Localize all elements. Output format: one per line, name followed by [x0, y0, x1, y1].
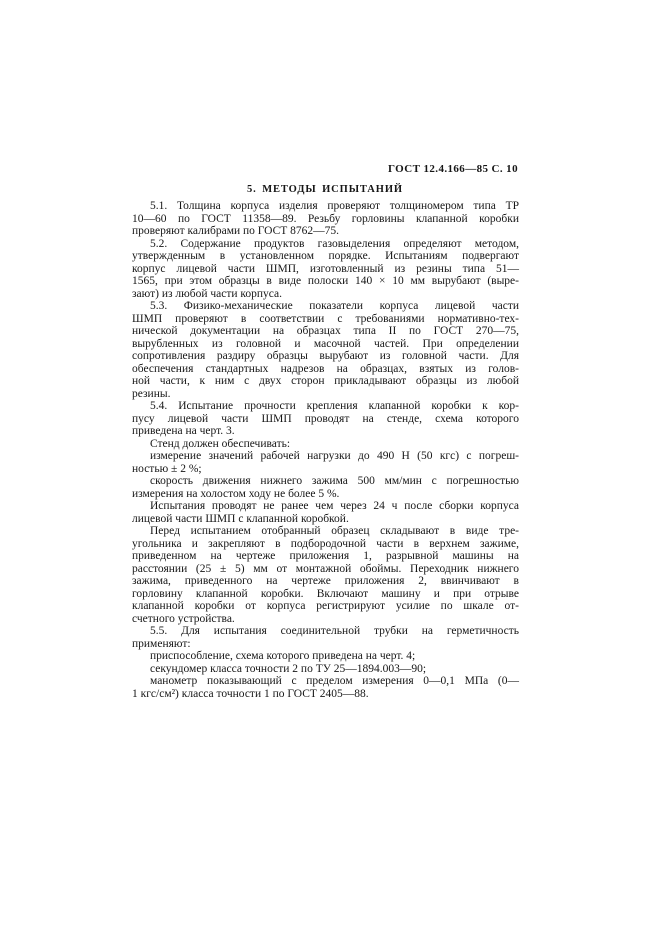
text-line: 10—60 по ГОСТ 11358—89. Резьбу горловины клапанной коробки [132, 212, 519, 225]
text-line: вырубленных из головной и масочной частей. При определении [132, 337, 519, 350]
text-line: лицевой части ШМП с клапанной коробкой. [132, 512, 349, 525]
text-line: обеспечения стандартных надрезов на образцах, взятых из голов- [132, 362, 519, 375]
text-line: горловину клапанной коробки. Включают машину и при отрыве [132, 587, 519, 600]
text-line: 5.3. Физико-механические показатели корпуса лицевой части [150, 300, 519, 312]
text-line: 5.5. Для испытания соединительной трубки на герметичность [150, 625, 519, 637]
text-line: ностью ± 2 %; [132, 462, 202, 475]
text-line: 5.1. Толщина корпуса изделия проверяют толщиномером типа ТР [150, 200, 519, 212]
text-line: Стенд должен обеспечивать: [150, 437, 291, 450]
text-line: 1565, при этом образцы в виде полоски 140 × 10 мм вырубают (выре- [132, 275, 519, 287]
text-line: пусу лицевой части ШМП проводят на стенде, схема которого [132, 412, 519, 425]
text-line: измерение значений рабочей нагрузки до 490 Н (50 кгс) с погреш- [150, 450, 519, 462]
text-line: 5.2. Содержание продуктов газовыделения определяют методом, [150, 237, 519, 250]
text-line: клапанной коробки от корпуса регистрируют усилие по шкале от- [132, 600, 519, 612]
text-line: Перед испытанием отобранный образец складывают в виде тре- [150, 525, 519, 537]
text-line: корпус лицевой части ШМП, изготовленный из резины типа 51— [132, 262, 519, 275]
text-line: резины. [132, 387, 171, 400]
document-body [132, 200, 519, 700]
text-line: приспособление, схема которого приведена на черт. 4; [150, 650, 416, 662]
running-header: ГОСТ 12.4.166—85 С. 10 [388, 163, 518, 175]
text-line: приведенном на чертеже приложения 1, разрывной машины на [132, 550, 519, 562]
text-line: секундомер класса точности 2 по ТУ 25—1894.003—90; [150, 662, 427, 675]
text-line: манометр показывающий с пределом измерения 0—0,1 МПа (0— [150, 675, 519, 687]
text-line: ШМП проверяют в соответствии с требованиями нормативно-тех- [132, 312, 519, 325]
text-line: зажима, приведенного на чертеже приложения 2, ввинчивают в [132, 575, 519, 587]
text-line: применяют: [132, 637, 191, 650]
text-line: угольника и закрепляют в подбородочной части в верхнем зажиме, [132, 537, 519, 550]
text-line: 1 кгс/см²) класса точности 1 по ГОСТ 2405—88. [132, 687, 369, 700]
text-line: зают) из любой части корпуса. [132, 287, 283, 300]
text-line: измерения на холостом ходу не более 5 %. [132, 487, 340, 500]
text-line: приведена на черт. 3. [132, 425, 235, 437]
text-line: Испытания проводят не ранее чем через 24 ч после сборки корпуса [150, 500, 519, 512]
section-title: 5. МЕТОДЫ ИСПЫТАНИЙ [247, 184, 403, 195]
text-line: расстоянии (25 ± 5) мм от монтажной обоймы. Переходник нижнего [132, 562, 519, 575]
text-line: проверяют калибрами по ГОСТ 8762—75. [132, 225, 340, 237]
text-line: скорость движения нижнего зажима 500 мм/мин с погрешностью [150, 475, 519, 487]
text-line: утвержденным в установленном порядке. Испытаниям подвергают [132, 250, 519, 262]
text-line: ной части, к ним с двух сторон прикладывают образцы из любой [132, 375, 519, 387]
text-line: счетного устройства. [132, 612, 235, 625]
text-line: сопротивления раздиру образцы вырубают из головной части. Для [132, 350, 519, 362]
text-line: нической документации на образцах типа II по ГОСТ 270—75, [132, 325, 519, 337]
text-line: 5.4. Испытание прочности крепления клапанной коробки к кор- [150, 400, 519, 412]
